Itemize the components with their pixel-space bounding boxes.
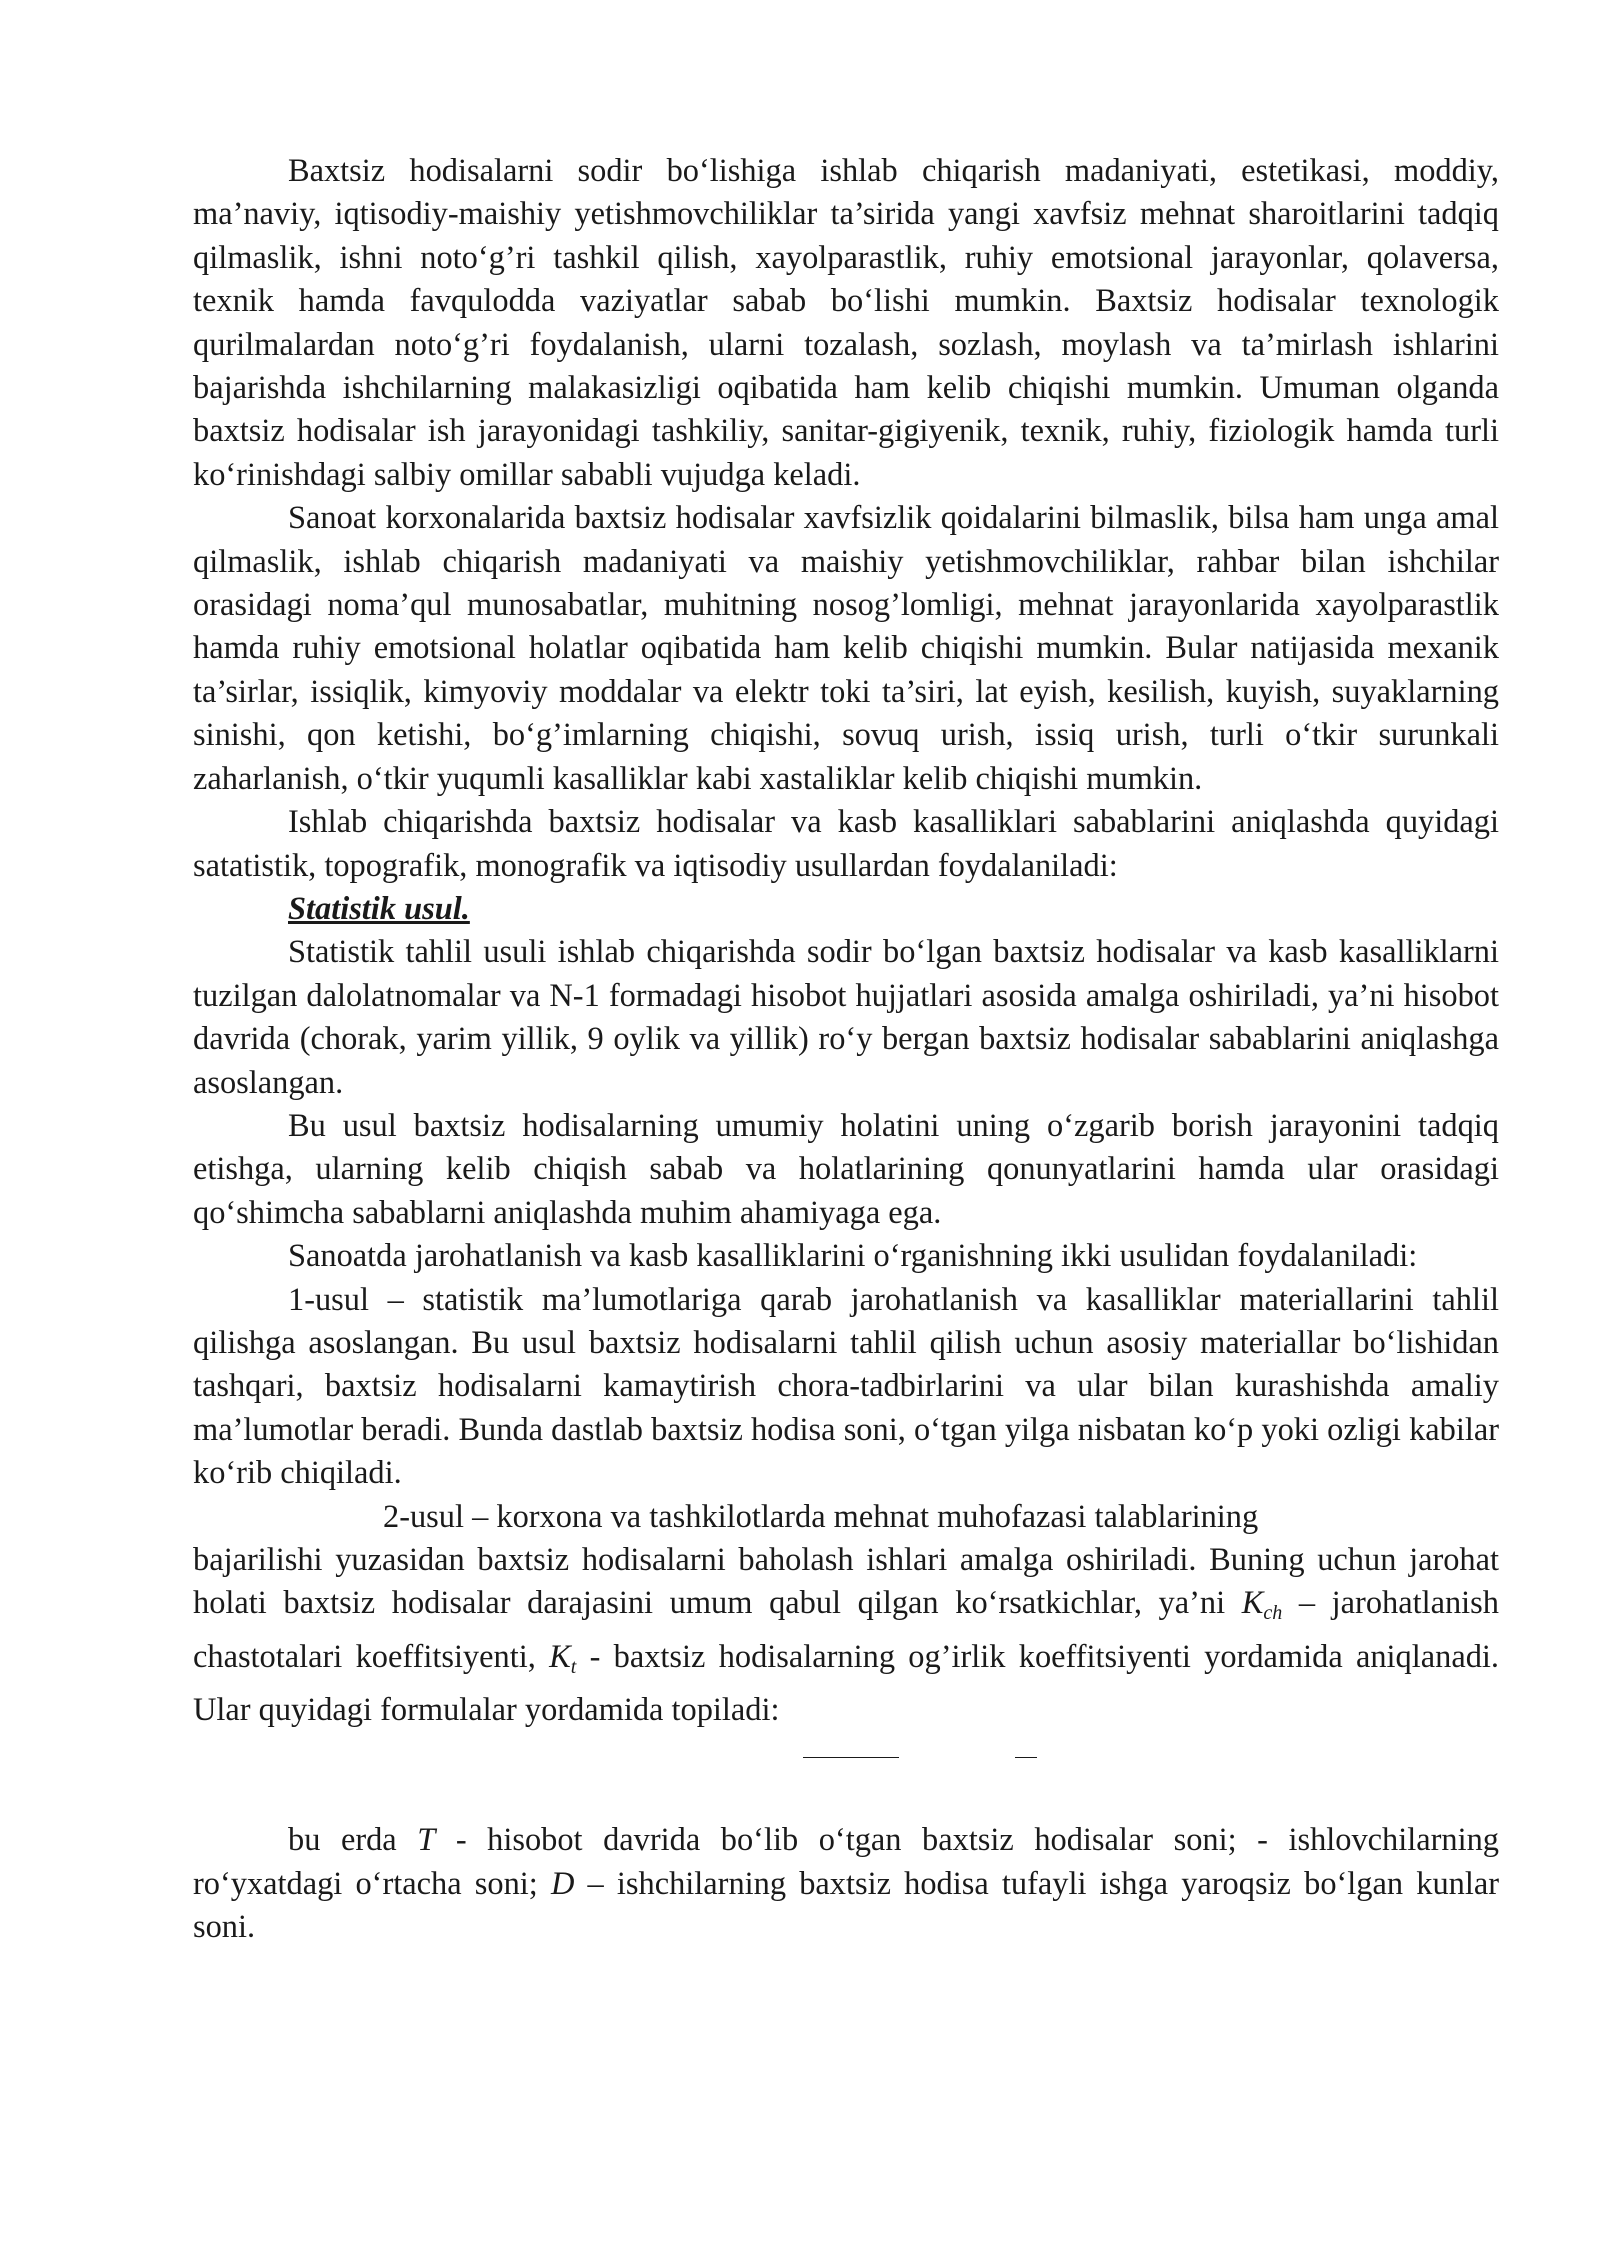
paragraph-industrial-accidents: Sanoat korxonalarida baxtsiz hodisalar xavfsizlik qoidalarini bilmaslik, bilsa ham unga amal qilmaslik, ishlab chiqarish madaniyati va maishiy yetishmovchiliklar, rahbar bilan ishchilar orasidagi noma’qul munosabatlar, muhitning nosog’lomligi, mehnat jarayonlarida xayolparastlik hamda ruhiy emotsional holatlar oqibatida ham kelib chiqishi mumkin. Bular natijasida mexanik ta’sirlar, issiqlik, kimyoviy moddalar va elektr toki ta’siri, lat eyish, kesilish, kuyish, suyaklarning sinishi, qon ketishi, bo‘g’imlarning chiqishi, sovuq urish, issiq urish, turli o‘tkir surunkali zaharlanish, o‘tkir yuqumli kasalliklar kabi xastaliklar kelib chiqishi mumkin. xyxy=(193,500,1499,797)
paragraph-method-importance: Bu usul baxtsiz hodisalarning umumiy holatini uning o‘zgarib borish jarayonini tadqiq etishga, ularning kelib chiqish sabab va holatlarining qonunyatlarini hamda ular orasidagi qo‘shimcha sabablarni aniqlashda muhim ahamiyaga ega. xyxy=(193,1107,1499,1231)
formula-fraction-bar-kt xyxy=(1015,1757,1037,1758)
paragraph-accident-causes: Baxtsiz hodisalarni sodir bo‘lishiga ishlab chiqarish madaniyati, estetikasi, moddiy, ma’naviy, iqtisodiy-maishiy yetishmovchiliklar ta’sirida yangi xavfsiz mehnat sharoitlarini tadqiq qilmaslik, ishni noto‘g’ri tashkil qilish, xayolparastlik, ruhiy emotsional jarayonlar, qolaversa, texnik hamda favqulodda vaziyatlar sabab bo‘lishi mumkin. Baxtsiz hodisalar texnologik qurilmalardan noto‘g’ri foydalanish, ularni tozalash, sozlash, moylash va ta’mirlash ishlarini bajarishda ishchilarning malakasizligi oqibatida ham kelib chiqishi mumkin. Umuman olganda baxtsiz hodisalar ish jarayonidagi tashkiliy, sanitar-gigiyenik, texnik, ruhiy, fiziologik hamda turli ko‘rinishdagi salbiy omillar sababli vujudga keladi. xyxy=(193,153,1499,493)
symbol-D: D xyxy=(550,1865,575,1902)
symbol-T: T xyxy=(417,1822,436,1859)
kt-subscript: t xyxy=(570,1655,577,1678)
method-two-first-line: 2-usul – korxona va tashkilotlarda mehnat muhofazasi talablarining xyxy=(383,1498,1259,1535)
paragraph-methods-intro: Ishlab chiqarishda baxtsiz hodisalar va kasb kasalliklari sabablarini aniqlashda quyidagi satatistik, topografik, monografik va iqtisodiy usullardan foydalaniladi: xyxy=(193,804,1499,884)
document-body xyxy=(193,150,1499,1950)
formula-fraction-bar-kch xyxy=(803,1757,899,1758)
kch-subscript: ch xyxy=(1263,1602,1283,1625)
heading-statistical-method: Statistik usul. xyxy=(288,890,470,927)
paragraph-two-methods: Sanoatda jarohatlanish va kasb kasalliklarini o‘rganishning ikki usulidan foydalaniladi: xyxy=(288,1238,1418,1275)
paragraph-method-two xyxy=(193,1496,1499,1733)
paragraph-method-one: 1-usul – statistik ma’lumotlariga qarab jarohatlanish va kasalliklar materiallarini tahlil qilishga asoslangan. Bu usul baxtsiz hodisalarni tahlil qilish uchun asosiy materiallar bo‘lishidan tashqari, baxtsiz hodisalarni kamaytirish chora-tadbirlarini va ular bilan kurashishda amaliy ma’lumotlar beradi. Bunda dastlab baxtsiz hodisa soni, o‘tgan yilga nisbatan ko‘p yoki ozligi kabilar ko‘rib chiqiladi. xyxy=(193,1281,1499,1492)
kt-symbol: K xyxy=(549,1638,571,1675)
formula-area xyxy=(193,1733,1499,1776)
method-two-body: bajarilishi yuzasidan baxtsiz hodisalarni baholash ishlari amalga oshiriladi. Buning uchun jarohat holati baxtsiz hodisalar darajasini umum qabul qilgan ko‘rsatkichlar, ya’ni $K_{ch}$ – jarohatlanish chastotalari koeffitsiyenti, $K_t$ - baxtsiz hodisalarning og’irlik koeffitsiyenti yordamida aniqlanadi. Ular quyidagi formulalar yordamida topiladi: xyxy=(193,1542,1499,1729)
formula-spacer xyxy=(193,1776,1499,1819)
kch-symbol: K xyxy=(1241,1585,1264,1622)
paragraph-formula-legend: bu erda T - hisobot davrida bo‘lib o‘tgan baxtsiz hodisalar soni; - ishlovchilarning ro‘yxatdagi o‘rtacha soni; D – ishchilarning baxtsiz hodisa tufayli ishga yaroqsiz bo‘lgan kunlar soni. xyxy=(193,1822,1500,1946)
paragraph-statistical-analysis: Statistik tahlil usuli ishlab chiqarishda sodir bo‘lgan baxtsiz hodisalar va kasb kasalliklarni tuzilgan dalolatnomalar va N-1 formadagi hisobot hujjatlari asosida amalga oshiriladi, ya’ni hisobot davrida (chorak, yarim yillik, 9 oylik va yillik) ro‘y bergan baxtsiz hodisalar sabablarini aniqlashga asoslangan. xyxy=(193,934,1499,1101)
